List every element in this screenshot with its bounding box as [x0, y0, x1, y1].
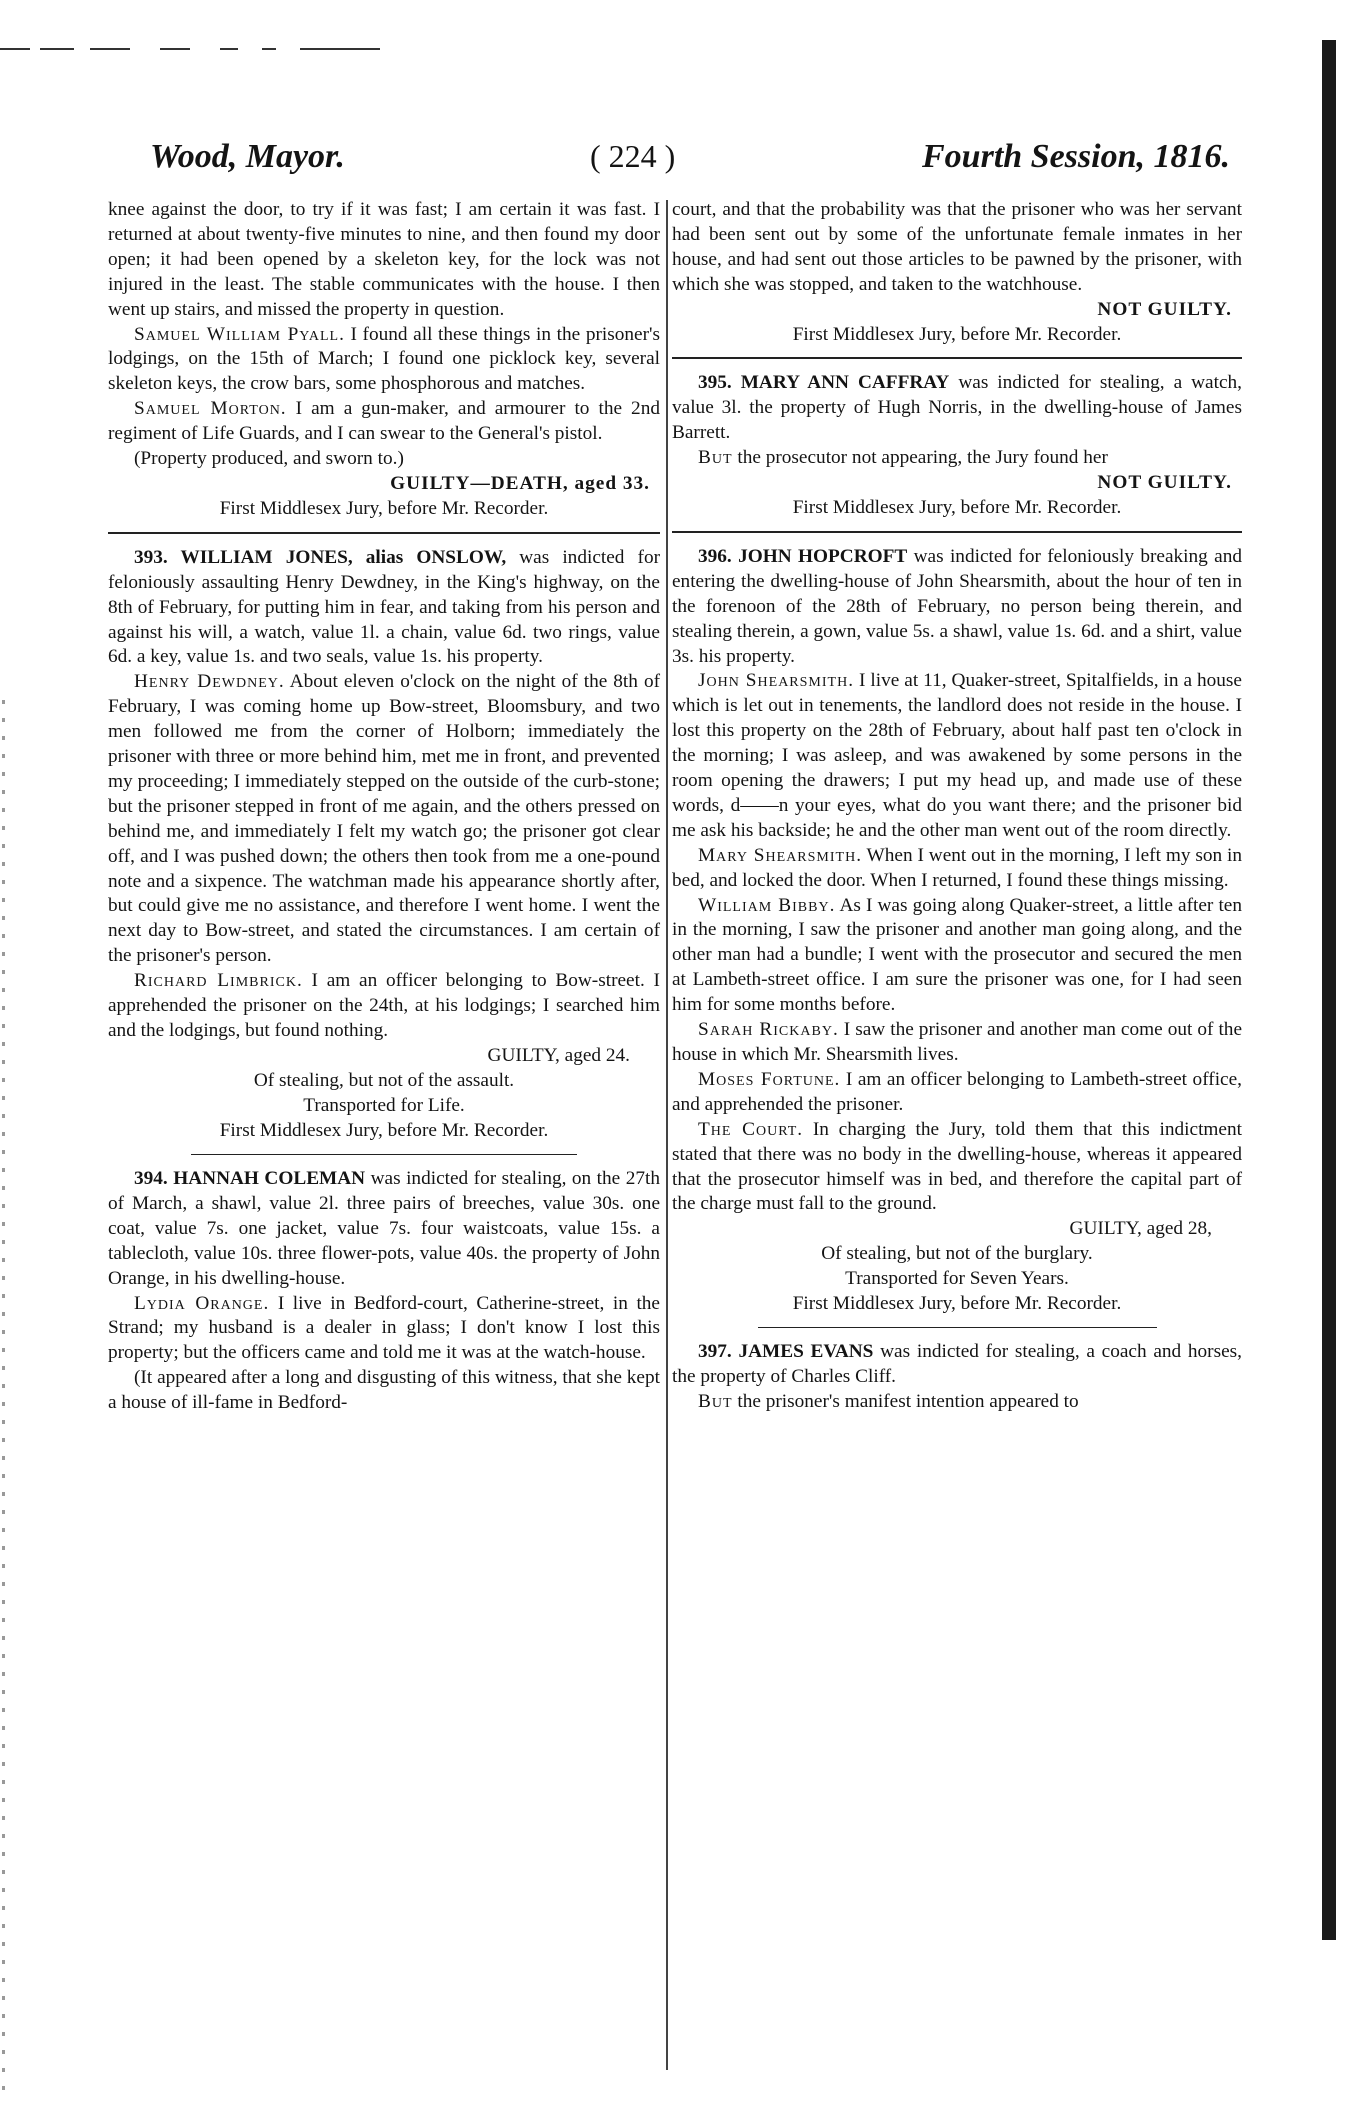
jury-line: First Middlesex Jury, before Mr. Recorder. — [219, 1119, 549, 1141]
paragraph: (It appeared after a long and disgusting of this witness, that she kept a house of ill-fame in Bedford- — [108, 1367, 660, 1414]
witness-name: Sarah Rickaby. — [698, 1019, 839, 1041]
case-entry: 395. MARY ANN CAFFRAY was indicted for stealing, a watch, value 3l. the property of Hugh Norris, in the dwelling-house of James Barrett. — [672, 372, 1242, 444]
witness-name: Richard Limbrick. — [134, 970, 303, 992]
case-entry: 397. JAMES EVANS was indicted for stealing, a coach and horses, the property of Charles Cliff. — [672, 1341, 1242, 1388]
witness-name: The Court. — [698, 1118, 804, 1140]
verdict: GUILTY—DEATH, aged 33. — [390, 472, 650, 494]
paragraph: (Property produced, and sworn to.) — [134, 448, 404, 470]
jury-line: First Middlesex Jury, before Mr. Recorder. — [219, 497, 549, 519]
case-entry: 393. WILLIAM JONES, alias ONSLOW, was indicted for feloniously assaulting Henry Dewdney, in the King's highway, on the 8th of February, for putting him in fear, and taking from his person and against his will, a watch, value 1l. a chain, value 6d. two rings, value 6d. a key, value 1s. and two seals, value 1s. his property. — [108, 546, 660, 668]
case-heading: 393. WILLIAM JONES, alias ONSLOW, — [134, 546, 507, 568]
case-entry: 396. JOHN HOPCROFT was indicted for feloniously breaking and entering the dwelling-house of John Shearsmith, about the hour of ten in the forenoon of the 28th of February, no person being therein, and stealing therein, a gown, value 5s. a shawl, value 1s. 6d. and a shirt, value 3s. his property. — [672, 545, 1242, 667]
witness-name: John Shearsmith. — [698, 670, 855, 692]
testimony: William Bibby. As I was going along Quaker-street, a little after ten in the morning, I saw the prisoner and another man going along, and the other man had a bundle; I went with the prosecutor and secured the men at Lambeth-street office. I am sure the prisoner was one, for I had seen him for some months before. — [672, 894, 1243, 1016]
testimony: Samuel Morton. I am a gun-maker, and armourer to the 2nd regiment of Life Guards, and I can swear to the General's pistol. — [108, 398, 660, 445]
paragraph: But the prosecutor not appearing, the Jury found her — [698, 447, 1108, 469]
jury-line: First Middlesex Jury, before Mr. Recorder. — [792, 496, 1122, 518]
case-heading: 397. JAMES EVANS — [698, 1341, 874, 1363]
testimony: Henry Dewdney. About eleven o'clock on the night of the 8th of February, I was coming home up Bow-street, Bloomsbury, and two men followed me from the corner of Holborn; immediately the prisoner with three or more behind him, met me in front, and prevented my proceeding; I immediately stepped on the outside of the curb-stone; but the prisoner stepped in front of me again, and the others pressed on behind me, and immediately I felt my watch go; the prisoner got clear off, and I was pushed down; the others then took from me a one-pound note and a sixpence. The watchman made his appearance shortly after, but could give me no assistance, and therefore I went home. I went the next day to Bow-street, and stated the circumstances. I am certain of the prisoner's person. — [108, 671, 661, 967]
page-header — [150, 138, 1230, 198]
top-scan-mark — [0, 48, 420, 58]
verdict: GUILTY, aged 28, — [1069, 1218, 1212, 1240]
case-heading: 395. MARY ANN CAFFRAY — [698, 372, 950, 394]
sentence: Transported for Life. — [303, 1094, 465, 1116]
jury-line: First Middlesex Jury, before Mr. Recorder. — [792, 323, 1122, 345]
witness-name: William Bibby. — [698, 894, 836, 916]
testimony: The Court. In charging the Jury, told them that this indictment stated that there was no body in the dwelling-house, whereas it appeared that the prosecutor himself was in bed, and therefore the capital part of the charge must fall to the ground. — [672, 1118, 1242, 1215]
witness-name: Henry Dewdney. — [134, 671, 285, 693]
section-rule — [672, 531, 1242, 533]
section-rule — [758, 1327, 1157, 1329]
section-rule — [108, 532, 660, 534]
page-number: ( 224 ) — [590, 138, 676, 174]
case-entry: 394. HANNAH COLEMAN was indicted for stealing, on the 27th of March, a shawl, value 2l. three pairs of breeches, value 30s. one coat, value 7s. one jacket, value 7s. four waistcoats, value 15s. a tablecloth, value 10s. three flower-pots, value 40s. the property of John Orange, in his dwelling-house. — [108, 1168, 661, 1289]
witness-name: Lydia Orange. — [134, 1292, 270, 1314]
header-left: Wood, Mayor. — [150, 138, 345, 175]
testimony: Sarah Rickaby. I saw the prisoner and another man come out of the house in which Mr. Shearsmith lives. — [672, 1019, 1242, 1065]
verdict-detail: Of stealing, but not of the burglary. — [821, 1243, 1093, 1265]
case-heading: 394. HANNAH COLEMAN — [134, 1168, 366, 1190]
verdict: NOT GUILTY. — [1097, 472, 1232, 494]
page-edge-shadow — [1322, 40, 1336, 1940]
header-right: Fourth Session, 1816. — [922, 138, 1230, 175]
case-heading: 396. JOHN HOPCROFT — [698, 545, 908, 567]
verdict: NOT GUILTY. — [1097, 298, 1232, 320]
paragraph: court, and that the probability was that the prisoner who was her servant had been sent out by some of the unfortunate female inmates in her house, and had sent out those articles to be pawned by the prisoner, with which she was stopped, and taken to the watchhouse. — [672, 199, 1242, 295]
testimony: John Shearsmith. I live at 11, Quaker-street, Spitalfields, in a house which is let out in tenements, the landlord does not reside in the house. I lost this property on the 28th of February, about half past ten o'clock in the morning; I was asleep, and was awakened by some persons in the room opening the drawers; I put my head up, and made use of these words, d——n your eyes, what do you want there; and the prisoner bid me ask his backside; he and the other man went out of the room directly. — [672, 670, 1242, 841]
left-column — [108, 198, 660, 1416]
witness-name: Samuel William Pyall. — [134, 323, 345, 345]
scan-speckle — [2, 700, 5, 2100]
section-rule — [672, 357, 1242, 359]
paragraph: But the prisoner's manifest intention appeared to — [698, 1391, 1079, 1413]
testimony: Mary Shearsmith. When I went out in the morning, I left my son in bed, and locked the door. When I returned, I found these things missing. — [672, 844, 1242, 891]
sentence: Transported for Seven Years. — [845, 1268, 1069, 1290]
right-column — [672, 198, 1242, 1415]
testimony: Lydia Orange. I live in Bedford-court, Catherine-street, in the Strand; my husband is a dealer in glass; I don't know I lost this property; but the officers came and told me it was at the watch-house. — [108, 1292, 660, 1364]
testimony: Richard Limbrick. I am an officer belonging to Bow-street. I apprehended the prisoner on the 24th, at his lodgings; I searched him and the lodgings, but found nothing. — [108, 970, 660, 1041]
witness-name: Mary Shearsmith. — [698, 844, 863, 866]
jury-line: First Middlesex Jury, before Mr. Recorder. — [792, 1293, 1122, 1315]
witness-name: Moses Fortune. — [698, 1068, 841, 1090]
verdict-detail: Of stealing, but not of the assault. — [253, 1069, 515, 1091]
testimony: Samuel William Pyall. I found all these things in the prisoner's lodgings, on the 15th of March; I found one picklock key, several skeleton keys, the crow bars, some phosphorous and matches. — [108, 323, 660, 395]
section-rule — [191, 1154, 577, 1156]
verdict: GUILTY, aged 24. — [487, 1044, 630, 1066]
paragraph: knee against the door, to try if it was fast; I am certain it was fast. I returned at about twenty-five minutes to nine, and then found my door open; it had been opened by a skeleton key, for the lock was not injured in the least. The stable communicates with the house. I then went up stairs, and missed the property in question. — [108, 199, 660, 320]
testimony: Moses Fortune. I am an officer belonging to Lambeth-street office, and apprehended the prisoner. — [672, 1068, 1242, 1115]
column-divider — [666, 200, 668, 2070]
witness-name: Samuel Morton. — [134, 398, 287, 420]
